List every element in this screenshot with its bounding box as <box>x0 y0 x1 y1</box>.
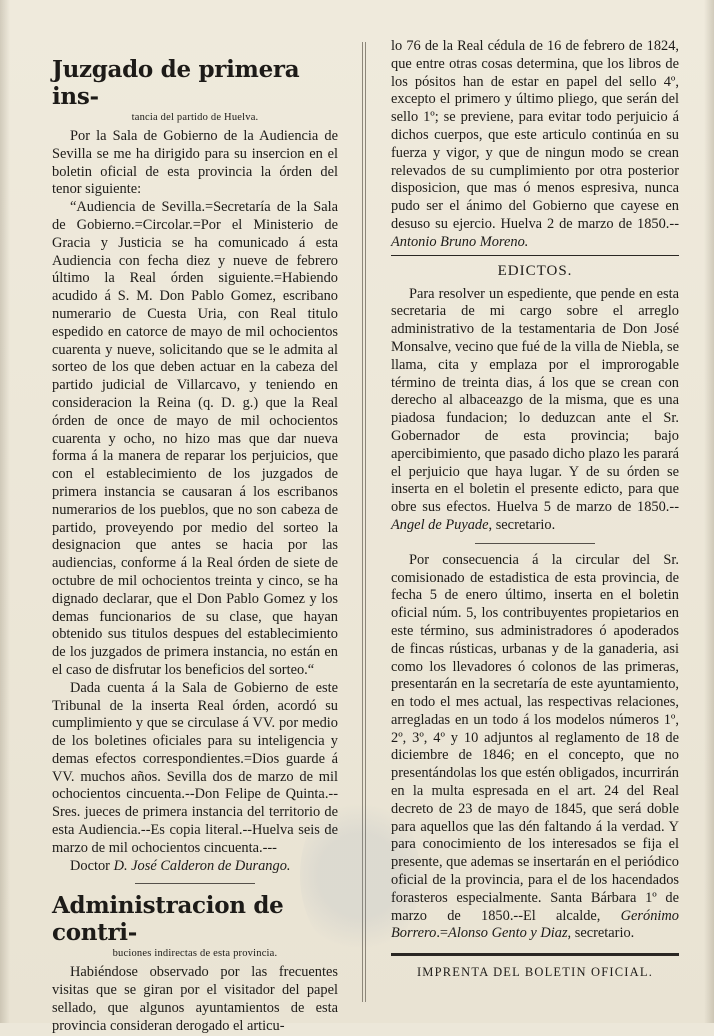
juzgado-subheading: tancia del partido de Huelva. <box>131 112 259 123</box>
section-divider <box>135 883 255 884</box>
column-divider <box>362 42 363 1002</box>
signature-name: D. José Calderon de Durango. <box>113 857 291 874</box>
edicto-paragraph: Por consecuencia á la circular del Sr. comisionado de estadistica de esta provincia, de fecha 5 de enero último, inserta en el boletin oficial núm. 5, los contribuyentes propietarios en este término, sus administradores ó apoderados de fincas rústicas, urbanas y de la ganaderia, asi como los llevadores ó colonos de las primeras, presentarán en la secretaría de este ayuntamiento, en todo el mes actual, las respectivas relaciones, arregladas en un todo á los modelos números 1º, 2º, 3º, 4º y 10 adjuntos al reglamento de 18 de diciembre de 1846; en el concepto, que no presentándolas los que estén obligados, incurrirán en la multa espresada en el art. 24 del Real decreto de 23 de mayo de 1845, que será doble para aquellos que las dén faltando á la verdad. Y para conocimiento de los interesados se fija el presente, que ademas se insertarán en el periódico oficial de la provincia, para el de los hacendados forasteros especialmente. Santa Bárbara 1º de marzo de 1850.--El alcalde, Gerónimo Borrero.=Alonso Gento y Diaz, secretario. <box>391 551 679 942</box>
admin-subheading: buciones indirectas de esta provincia. <box>112 948 278 960</box>
column-divider <box>365 42 366 1002</box>
admin-continuation: lo 76 de la Real cédula de 16 de febrero de 1824, que entre otras cosas determina, que los libros de los pósitos han de estar en papel del sello 4º, excepto el primero y último pliego, que serán del sello 1º; se previene, para evitar todo perjuicio á dichos cuerpos, que este articulo continúa en su fuerza y vigor, y que de ningun modo se crean relevados de su cumplimiento por otra posterior disposicion, que mas ó menos espresiva, nunca pudo ser el ánimo del Gobierno que cayese en desuso su ejercio. Huelva 2 de marzo de 1850.--Antonio Bruno Moreno. <box>391 38 679 250</box>
edicto-signature: Angel de Puyade <box>391 516 489 533</box>
admin-heading: Administracion de contri- <box>52 892 284 947</box>
juzgado-paragraph: Por la Sala de Gobierno de la Audiencia de Sevilla se me ha dirigido para su insercion en el boletin oficial de esta provincia la órden del tenor siguiente: <box>52 128 338 198</box>
left-column <box>52 38 338 1036</box>
right-column <box>391 38 679 980</box>
section-divider <box>475 543 595 544</box>
admin-signature: Antonio Bruno Moreno. <box>391 233 529 250</box>
edicto-paragraph: Para resolver un espediente, que pende en esta secretaria de mi cargo sobre el arreglo administrativo de la testamentaria de Don José Monsalve, vecino que fué de la villa de Niebla, se llama, cita y emplaza por el improrogable término de treinta dias, á los que se crean con derecho al albaceazgo de la misma, que es una piadosa fundacion; lo deduzcan ante el Sr. Gobernador de esta provincia; bajo apercibimiento, que pasado dicho plazo les parará el perjuicio que haya lugar. Y de su órden se inserta en el boletin el presente edicto, para que obre sus efectos. Huelva 5 de marzo de 1850.--Angel de Puyade, secretario. <box>391 285 679 533</box>
secretario-signature: Alonso Gento y Diaz <box>448 925 568 942</box>
juzgado-paragraph: Dada cuenta á la Sala de Gobierno de este Tribunal de la inserta Real órden, acordó su cumplimiento y que se circulase á VV. por medio de los boletines oficiales para su inteligencia y demas efectos correspondientes.=Dios guarde á VV. muchos años. Sevilla dos de marzo de mil ochocientos cincuenta.--Don Felipe de Quinta.--Sres. jueces de primera instancia del territorio de esta Audiencia.--Es copia literal.--Huelva seis de marzo de mil ochocientos cincuenta.--- <box>52 679 338 856</box>
admin-paragraph: Habiéndose observado por las frecuentes visitas que se giran por el visitador del papel sellado, que algunos ayuntamientos de esta provincia consideran derogado el articu- <box>52 964 338 1034</box>
alcalde-signature: Gerónimo Borrero <box>391 907 679 942</box>
juzgado-paragraph: “Audiencia de Sevilla.=Secretaría de la Sala de Gobierno.=Circolar.=Por el Ministerio de Gracia y Justicia se ha comunicado á esta Audiencia con fecha diez y nueve de febrero último la Real órden siguiente.=Habiendo acudido á S. M. Don Pablo Gomez, escribano numerario de Cuesta Uria, con Real titulo espedido en catorce de mayo de mil ochocientos cuarenta y nueve, solicitando que se le admita al sorteo de los que deben actuar en la cabeza del partido judicial de Villarcavo, y teniendo en consideracion la Reina (q. D. g.) que la Real órden de once de mayo de mil ochocientos cuarenta y ocho, no hizo mas que dar nueva forma á la manera de reparar los perjuicios, que con el establecimiento de los juzgados de primera instancia se causaran á los escribanos numerarios de los pueblos, que no son cabeza de partido, proveyendo por medio del sorteo la designacion que antes se hacia por las audiencias, conforme á la Real órden de siete de octubre de mil ochocientos treinta y cinco, se ha dignado declarar, que el Don Pablo Gomez y los demas funcionarios de su clase, que hayan obtenido sus titulos despues del establecimiento de los juzgados de primera instancia, no están en el caso de disfrutar los beneficios del sorteo.“ <box>52 199 338 678</box>
juzgado-signature: Doctor D. José Calderon de Durango. <box>70 857 291 874</box>
juzgado-heading: Juzgado de primera ins- <box>52 56 300 110</box>
section-rule <box>391 255 679 256</box>
edictos-heading: EDICTOS. <box>497 262 573 279</box>
footer-rule <box>391 953 679 956</box>
printer-imprint: IMPRENTA DEL BOLETIN OFICIAL. <box>416 965 654 980</box>
